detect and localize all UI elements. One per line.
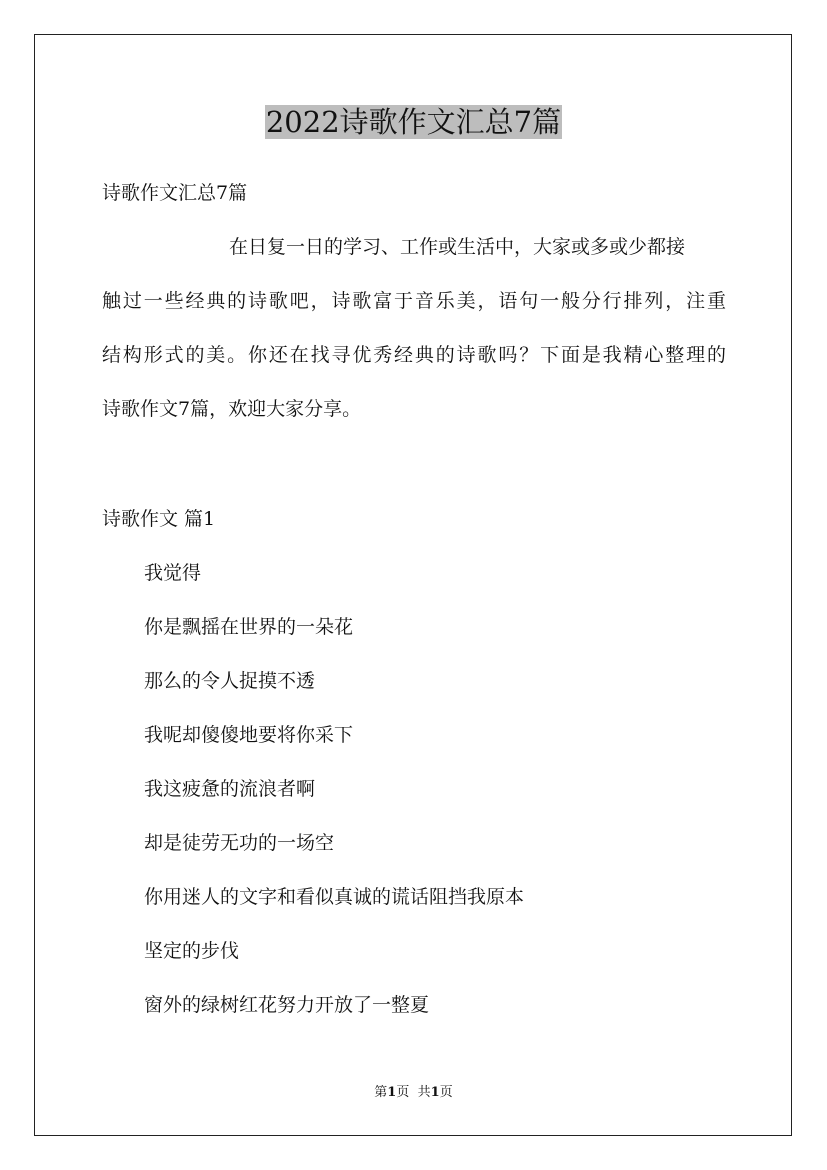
page-footer [0,1084,827,1102]
footer-page-prefix: 第 [374,1085,388,1100]
section-heading: 诗歌作文 篇1 [102,508,216,530]
poem-line: 我这疲惫的流浪者啊 [144,778,316,800]
footer-total-suffix: 页 [439,1085,453,1100]
poem-line: 我觉得 [144,562,202,584]
poem-line: 坚定的步伐 [144,940,240,962]
intro-paragraph-line: 在日复一日的学习、工作或生活中，大家或多或少都接 [229,236,686,258]
footer-page-suffix: 页 [396,1085,410,1100]
poem-line: 我呢却傻傻地要将你采下 [144,724,354,746]
intro-paragraph-line: 触过一些经典的诗歌吧，诗歌富于音乐美，语句一般分行排列，注重 [102,290,726,312]
poem-line: 你是飘摇在世界的一朵花 [144,616,354,638]
document-title [0,100,827,144]
poem-line: 却是徒劳无功的一场空 [144,832,335,854]
document-title-text: 2022诗歌作文汇总7篇 [265,105,562,139]
poem-line: 你用迷人的文字和看似真诚的谎话阻挡我原本 [144,886,525,908]
footer-total-prefix: 共 [417,1085,431,1100]
footer-total-number: 1 [430,1085,440,1100]
poem-line: 窗外的绿树红花努力开放了一整夏 [144,994,430,1016]
intro-paragraph-line: 结构形式的美。你还在找寻优秀经典的诗歌吗？下面是我精心整理的 [102,344,726,366]
document-subtitle: 诗歌作文汇总7篇 [102,182,248,204]
intro-paragraph-line: 诗歌作文7篇，欢迎大家分享。 [102,398,362,420]
poem-line: 那么的令人捉摸不透 [144,670,316,692]
footer-page-number: 1 [387,1085,397,1100]
